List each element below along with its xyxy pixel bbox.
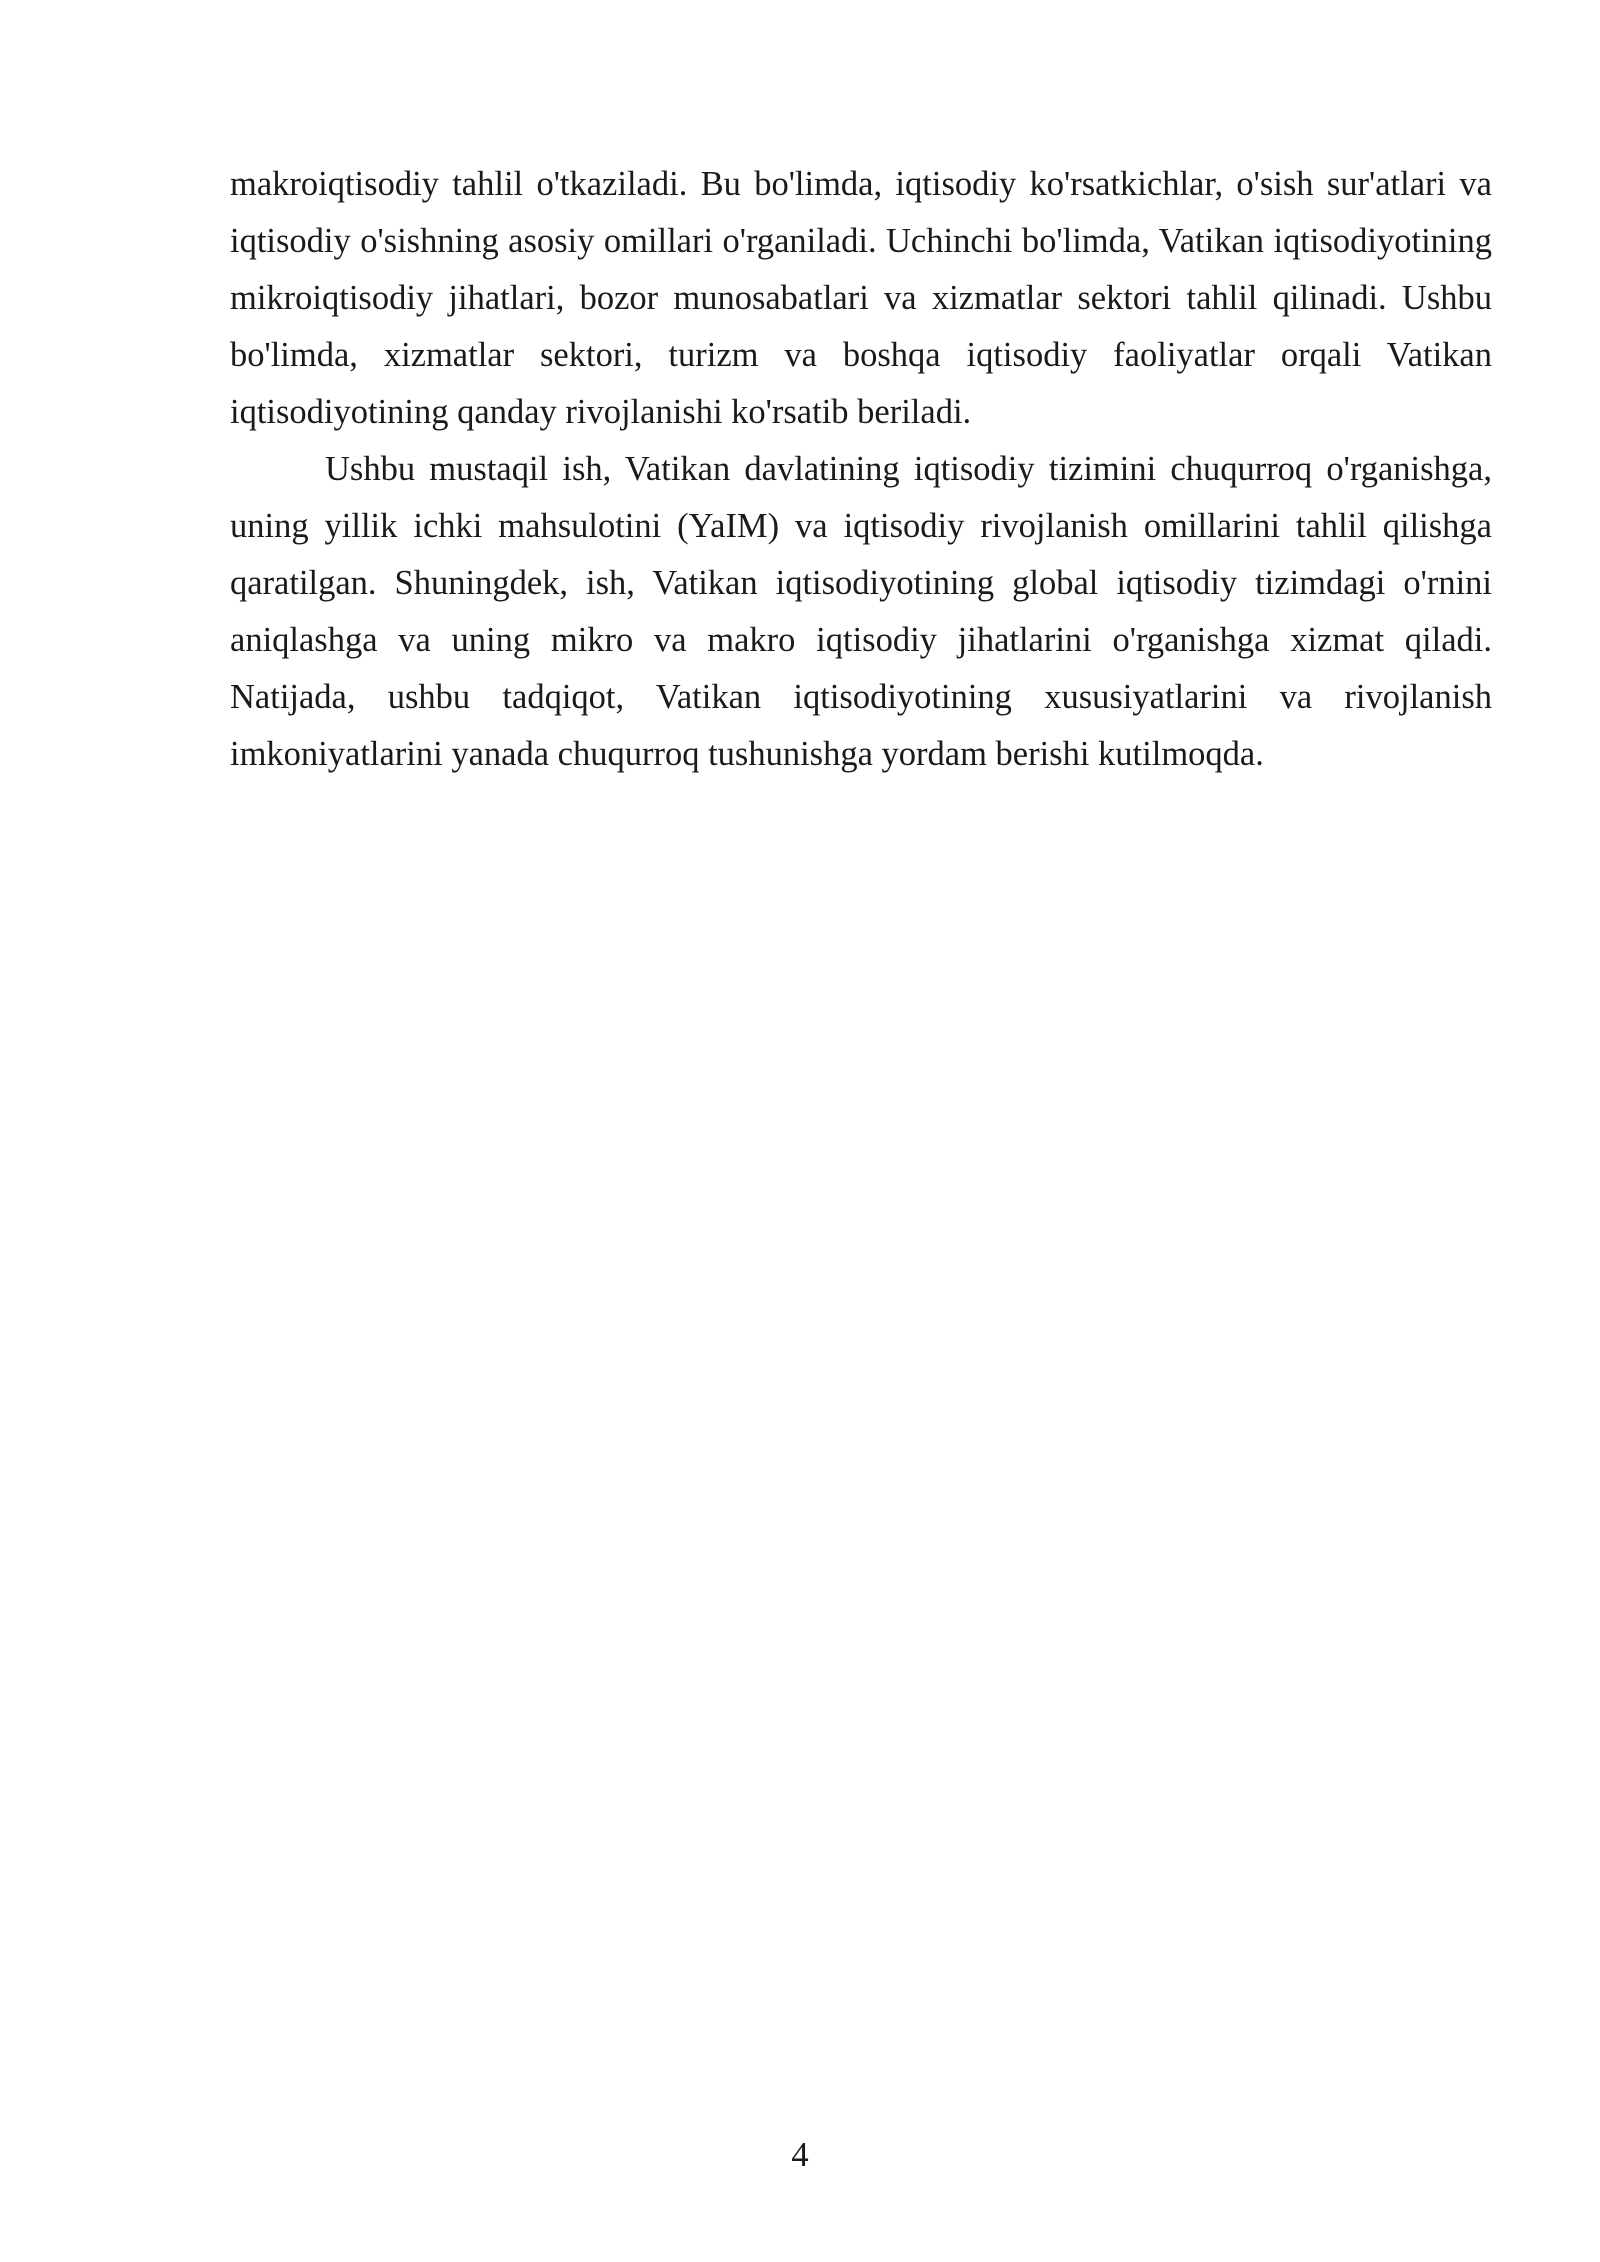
page-number: 4 [791, 2136, 809, 2174]
paragraph-continuation: makroiqtisodiy tahlil o'tkaziladi. Bu bo'limda, iqtisodiy ko'rsatkichlar, o'sish sur'atlari va iqtisodiy o'sishning asosiy omillari o'rganiladi. Uchinchi bo'limda, Vatikan iqtisodiyotining mikroiqtisodiy jihatlari, bozor munosabatlari va xizmatlar sektori tahlil qilinadi. Ushbu bo'limda, xizmatlar sektori, turizm va boshqa iqtisodiy faoliyatlar orqali Vatikan iqtisodiyotining qanday rivojlanishi ko'rsatib beriladi. [230, 165, 1492, 431]
body-text [230, 156, 1492, 783]
paragraph-thesis-purpose: Ushbu mustaqil ish, Vatikan davlatining iqtisodiy tizimini chuqurroq o'rganishga, uning yillik ichki mahsulotini (YaIM) va iqtisodiy rivojlanish omillarini tahlil qilishga qaratilgan. Shuningdek, ish, Vatikan iqtisodiyotining global iqtisodiy tizimdagi o'rnini aniqlashga va uning mikro va makro iqtisodiy jihatlarini o'rganishga xizmat qiladi. Natijada, ushbu tadqiqot, Vatikan iqtisodiyotining xususiyatlarini va rivojlanish imkoniyatlarini yanada chuqurroq tushunishga yordam berishi kutilmoqda. [230, 450, 1492, 773]
